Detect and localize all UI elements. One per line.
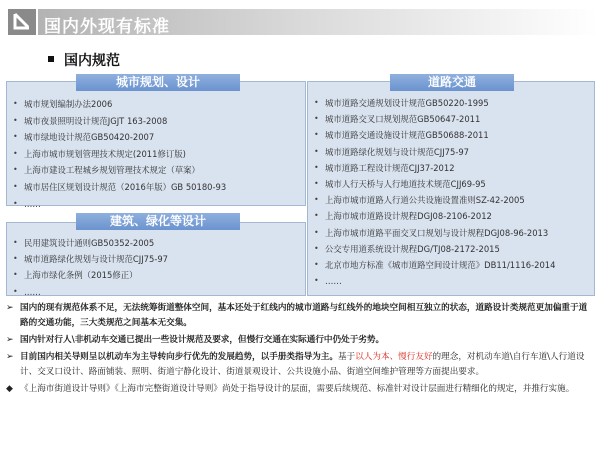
arrow-down-right-icon bbox=[8, 9, 36, 35]
arrow-bullet-icon: ➢ bbox=[6, 303, 14, 313]
arrow-bullet-icon: ➢ bbox=[6, 335, 14, 345]
list-item: • 城市居住区规划设计规范（2016年版）GB 50180-93 bbox=[12, 179, 226, 196]
list-item: • 上海市城市道路平面交叉口规划与设计规程DGJ08-96-2013 bbox=[313, 225, 555, 241]
arrow-bullet-icon: ➢ bbox=[6, 352, 14, 362]
list-item: • 城市道路绿化规划与设计规范CJJ75-97 bbox=[12, 251, 168, 267]
list-item: • 上海市绿化条例（2015修正） bbox=[12, 267, 168, 283]
panel-header-road-traffic: 道路交通 bbox=[390, 74, 514, 91]
list-item: • 上海市建设工程城乡规划管理技术规定（草案） bbox=[12, 162, 226, 179]
note-3 bbox=[6, 350, 594, 380]
section-title: 国内规范 bbox=[64, 53, 120, 69]
note-text: 国内的现有规范体系不足，无法统筹街道整体空间，基本还处于红线内的城市道路与红线外的地块空间相互独立的状态，道路设计类规范更加偏重于道路的交通功能，三大类规范之间基本无交集。 bbox=[20, 303, 588, 328]
note-text-bold: 目前国内相关导则呈以机动车为主导转向步行优先的发展趋势，以手册类指导为主。 bbox=[20, 352, 338, 362]
note-text: 国内针对行人\非机动车交通已提出一些设计规范及要求，但慢行交通在实际通行中仍处于劣势。 bbox=[20, 335, 385, 345]
list-item: • 上海市城市道路设计规程DGJ08-2106-2012 bbox=[313, 208, 555, 224]
panel-header-urban-planning: 城市规划、设计 bbox=[76, 74, 240, 91]
diamond-bullet-icon: ◆ bbox=[6, 384, 13, 394]
list-item: • …… bbox=[12, 196, 226, 213]
note-text: 的理念，对机动车道\自行车道\人行道设计、交叉口设计、路面铺装、照明、街道宁静化设计、街道景观设计、公共设施小品、街道空间维护管理等方面提出要求。 bbox=[20, 352, 585, 377]
title-bar bbox=[0, 0, 600, 44]
list-item: • 城市道路交通设施设计规范GB50688-2011 bbox=[313, 127, 555, 143]
list-item: • 城市规划编制办法2006 bbox=[12, 96, 226, 113]
list-road-traffic bbox=[313, 95, 555, 289]
page-title: 国内外现有标准 bbox=[44, 17, 170, 37]
note-text: 《上海市街道设计导则》《上海市完整街道设计导则》尚处于指导设计的层面，需要后续规范、标准针对设计层面进行精细化的规定，并推行实施。 bbox=[20, 384, 575, 394]
list-item: • 上海市城市规划管理技术规定(2011修订版) bbox=[12, 146, 226, 163]
note-4 bbox=[6, 382, 594, 397]
list-item: • 城市道路工程设计规范CJJ37-2012 bbox=[313, 160, 555, 176]
list-item: • 北京市地方标准《城市道路空间设计规范》DB11/1116-2014 bbox=[313, 257, 555, 273]
list-item: • 城市人行天桥与人行地道技术规范CJJ69-95 bbox=[313, 176, 555, 192]
note-text-highlight: 以人为本、慢行友好 bbox=[355, 352, 433, 362]
list-item: • …… bbox=[313, 273, 555, 289]
note-1 bbox=[6, 301, 594, 331]
list-item: • 民用建筑设计通则GB50352-2005 bbox=[12, 235, 168, 251]
list-item: • 公交专用道系统设计规程DG/TJ08-2172-2015 bbox=[313, 241, 555, 257]
list-urban-planning bbox=[12, 96, 226, 212]
list-item: • 上海市城市道路人行道公共设施设置准则SZ-42-2005 bbox=[313, 192, 555, 208]
note-2 bbox=[6, 333, 594, 348]
panel-header-building-green: 建筑、绿化等设计 bbox=[76, 213, 240, 230]
square-bullet-icon bbox=[48, 56, 54, 62]
section-heading bbox=[48, 50, 120, 70]
list-item: • …… bbox=[12, 284, 168, 300]
list-building-green bbox=[12, 235, 168, 300]
list-item: • 城市夜景照明设计规范JGJT 163-2008 bbox=[12, 113, 226, 130]
list-item: • 城市道路交通规划设计规范GB50220-1995 bbox=[313, 95, 555, 111]
list-item: • 城市绿地设计规范GB50420-2007 bbox=[12, 129, 226, 146]
note-text: 基于 bbox=[337, 352, 356, 362]
list-item: • 城市道路交叉口规划规范GB50647-2011 bbox=[313, 111, 555, 127]
list-item: • 城市道路绿化规划与设计规范CJJ75-97 bbox=[313, 144, 555, 160]
notes bbox=[6, 301, 594, 399]
